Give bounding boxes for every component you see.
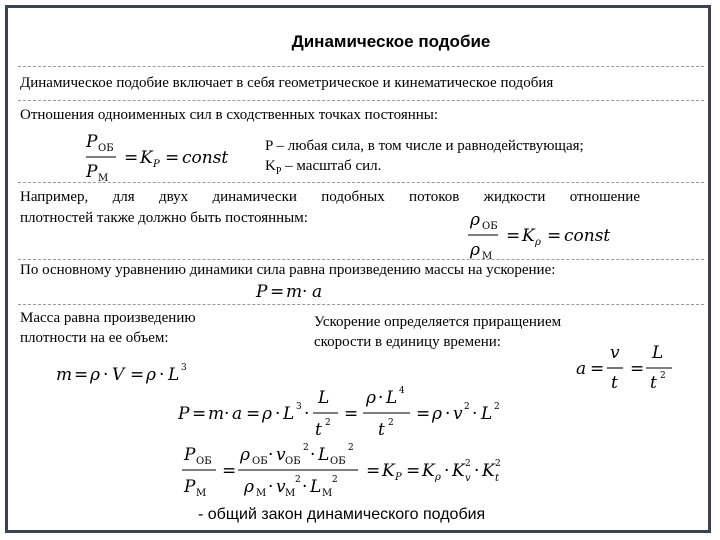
symbol-m: m xyxy=(208,404,225,424)
symbol-L: L xyxy=(481,404,493,424)
subscript-rho: ρ xyxy=(435,472,441,483)
equals-sign: = xyxy=(506,226,521,246)
dot-operator: · xyxy=(472,404,478,424)
symbol-P: P xyxy=(86,162,98,182)
subscript-M: М xyxy=(285,488,296,499)
superscript-2: 2 xyxy=(495,459,501,469)
density-ratio-formula xyxy=(468,206,638,262)
subscript-OB: ОБ xyxy=(98,143,114,154)
symbol-rho: ρ xyxy=(146,365,156,385)
equals-sign: = xyxy=(590,359,605,379)
similarity-law-formula xyxy=(182,440,542,506)
page-title: Динамическое подобие xyxy=(291,32,491,51)
subscript-rho: ρ xyxy=(535,237,541,248)
force-ratio-formula xyxy=(86,128,246,184)
symbol-rho: ρ xyxy=(366,388,376,408)
equals-sign: = xyxy=(366,461,381,481)
subscript-OB: ОБ xyxy=(252,456,268,467)
equals-sign: = xyxy=(192,404,207,424)
subscript-OB: ОБ xyxy=(330,456,346,467)
subscript-v: v xyxy=(465,473,471,484)
dot-operator: · xyxy=(310,445,316,465)
dot-operator: · xyxy=(159,365,165,385)
superscript-2: 2 xyxy=(325,418,331,428)
equals-sign: = xyxy=(406,461,421,481)
force-derivation-formula xyxy=(178,385,538,443)
force-note-line1: P – любая сила, в том числе и равнодействующая; xyxy=(265,138,584,154)
subscript-P: P xyxy=(153,159,160,170)
symbol-P: P xyxy=(256,282,268,302)
symbol-K: K xyxy=(482,461,495,481)
dot-operator: · xyxy=(304,404,310,424)
const-symbol: const xyxy=(564,226,611,246)
dot-operator: · xyxy=(445,404,451,424)
superscript-2: 2 xyxy=(388,418,394,428)
subscript-P: P xyxy=(395,472,402,483)
symbol-V: V xyxy=(112,365,125,385)
equals-sign: = xyxy=(547,226,562,246)
symbol-K: K xyxy=(522,226,535,246)
conclusion-text: - общий закон динамического подобия xyxy=(198,506,486,523)
equals-sign: = xyxy=(222,461,237,481)
symbol-P: P xyxy=(86,132,98,152)
symbol-t: t xyxy=(611,373,618,393)
newton-formula xyxy=(256,279,346,303)
equals-sign: = xyxy=(130,365,145,385)
divider xyxy=(18,100,704,101)
dot-operator: · xyxy=(302,282,308,302)
divider xyxy=(18,182,704,183)
subscript-M: М xyxy=(256,488,267,499)
subscript-M: М xyxy=(98,173,109,184)
dot-operator: · xyxy=(302,477,308,497)
superscript-2: 2 xyxy=(348,443,354,453)
symbol-L: L xyxy=(283,404,295,424)
dot-operator: · xyxy=(268,477,274,497)
accel-text-line1: Ускорение определяется приращением xyxy=(314,314,562,330)
superscript-2: 2 xyxy=(332,475,338,485)
symbol-rho: ρ xyxy=(470,240,480,260)
slide xyxy=(5,5,711,533)
symbol-rho: ρ xyxy=(240,445,250,465)
symbol-t: t xyxy=(650,373,657,393)
symbol-t: t xyxy=(315,420,322,440)
dot-operator: · xyxy=(275,404,281,424)
dot-operator: · xyxy=(224,404,230,424)
equals-sign: = xyxy=(416,404,431,424)
divider xyxy=(18,304,704,305)
symbol-a: a xyxy=(232,404,243,424)
superscript-4: 4 xyxy=(399,386,405,396)
subscript-OB: ОБ xyxy=(482,221,498,232)
superscript-2: 2 xyxy=(465,459,471,469)
symbol-K: K xyxy=(452,461,465,481)
symbol-rho: ρ xyxy=(262,404,272,424)
divider xyxy=(18,259,704,260)
superscript-2: 2 xyxy=(295,475,301,485)
dot-operator: · xyxy=(378,388,384,408)
equals-sign: = xyxy=(630,359,645,379)
superscript-2: 2 xyxy=(660,371,666,381)
symbol-rho: ρ xyxy=(244,477,254,497)
force-note-k: K xyxy=(265,158,276,174)
symbol-K: K xyxy=(422,461,435,481)
superscript-3: 3 xyxy=(181,363,187,373)
mass-text-line2: плотности на ее объем: xyxy=(20,330,169,346)
symbol-L: L xyxy=(652,343,664,363)
subscript-M: М xyxy=(482,251,493,262)
example-line1: Например, для двух динамически подобных потоков жидкости отношение xyxy=(20,189,640,205)
symbol-L: L xyxy=(318,388,330,408)
mass-text-line1: Масса равна произведению xyxy=(20,310,196,326)
superscript-2: 2 xyxy=(464,402,470,412)
symbol-K: K xyxy=(382,461,395,481)
acceleration-formula xyxy=(576,340,686,396)
symbol-rho: ρ xyxy=(90,365,100,385)
dot-operator: · xyxy=(474,461,480,481)
symbol-rho: ρ xyxy=(470,210,480,230)
accel-text-line2: скорости в единицу времени: xyxy=(314,334,501,350)
subscript-OB: ОБ xyxy=(196,456,212,467)
symbol-m: m xyxy=(286,282,303,302)
example-line2: плотностей также должно быть постоянным: xyxy=(20,210,308,226)
force-ratio-line: Отношения одноименных сил в сходственных точках постоянны: xyxy=(20,107,439,123)
symbol-L: L xyxy=(318,445,330,465)
dot-operator: · xyxy=(444,461,450,481)
superscript-2: 2 xyxy=(303,443,309,453)
intro-line: Динамическое подобие включает в себя геометрическое и кинематическое подобия xyxy=(20,75,554,91)
equals-sign: = xyxy=(124,148,139,168)
superscript-2: 2 xyxy=(494,402,500,412)
symbol-P: P xyxy=(184,477,196,497)
equals-sign: = xyxy=(165,148,180,168)
symbol-t: t xyxy=(378,420,385,440)
symbol-rho: ρ xyxy=(432,404,442,424)
symbol-a: a xyxy=(312,282,323,302)
symbol-v: v xyxy=(276,477,286,497)
equals-sign: = xyxy=(344,404,359,424)
symbol-v: v xyxy=(276,445,286,465)
dot-operator: · xyxy=(268,445,274,465)
mass-formula xyxy=(56,360,226,388)
symbol-v: v xyxy=(610,343,620,363)
symbol-v: v xyxy=(453,404,463,424)
symbol-P: P xyxy=(184,445,196,465)
symbol-L: L xyxy=(386,388,398,408)
symbol-m: m xyxy=(56,365,73,385)
subscript-OB: ОБ xyxy=(285,456,301,467)
symbol-K: K xyxy=(140,148,153,168)
subscript-M: М xyxy=(196,488,207,499)
force-note-line2 xyxy=(265,157,381,181)
symbol-a: a xyxy=(576,359,587,379)
force-note-rest: – масштаб сил. xyxy=(281,158,382,174)
equals-sign: = xyxy=(74,365,89,385)
symbol-P: P xyxy=(178,404,190,424)
symbol-L: L xyxy=(168,365,180,385)
equals-sign: = xyxy=(246,404,261,424)
const-symbol: const xyxy=(182,148,229,168)
divider xyxy=(18,66,704,67)
subscript-M: М xyxy=(322,488,333,499)
symbol-L: L xyxy=(310,477,322,497)
force-note-k-sub: P xyxy=(275,166,282,177)
equals-sign: = xyxy=(270,282,285,302)
dot-operator: · xyxy=(103,365,109,385)
subscript-t: t xyxy=(495,473,500,484)
superscript-3: 3 xyxy=(296,402,302,412)
newton-line: По основному уравнению динамики сила равна произведению массы на ускорение: xyxy=(20,262,556,278)
